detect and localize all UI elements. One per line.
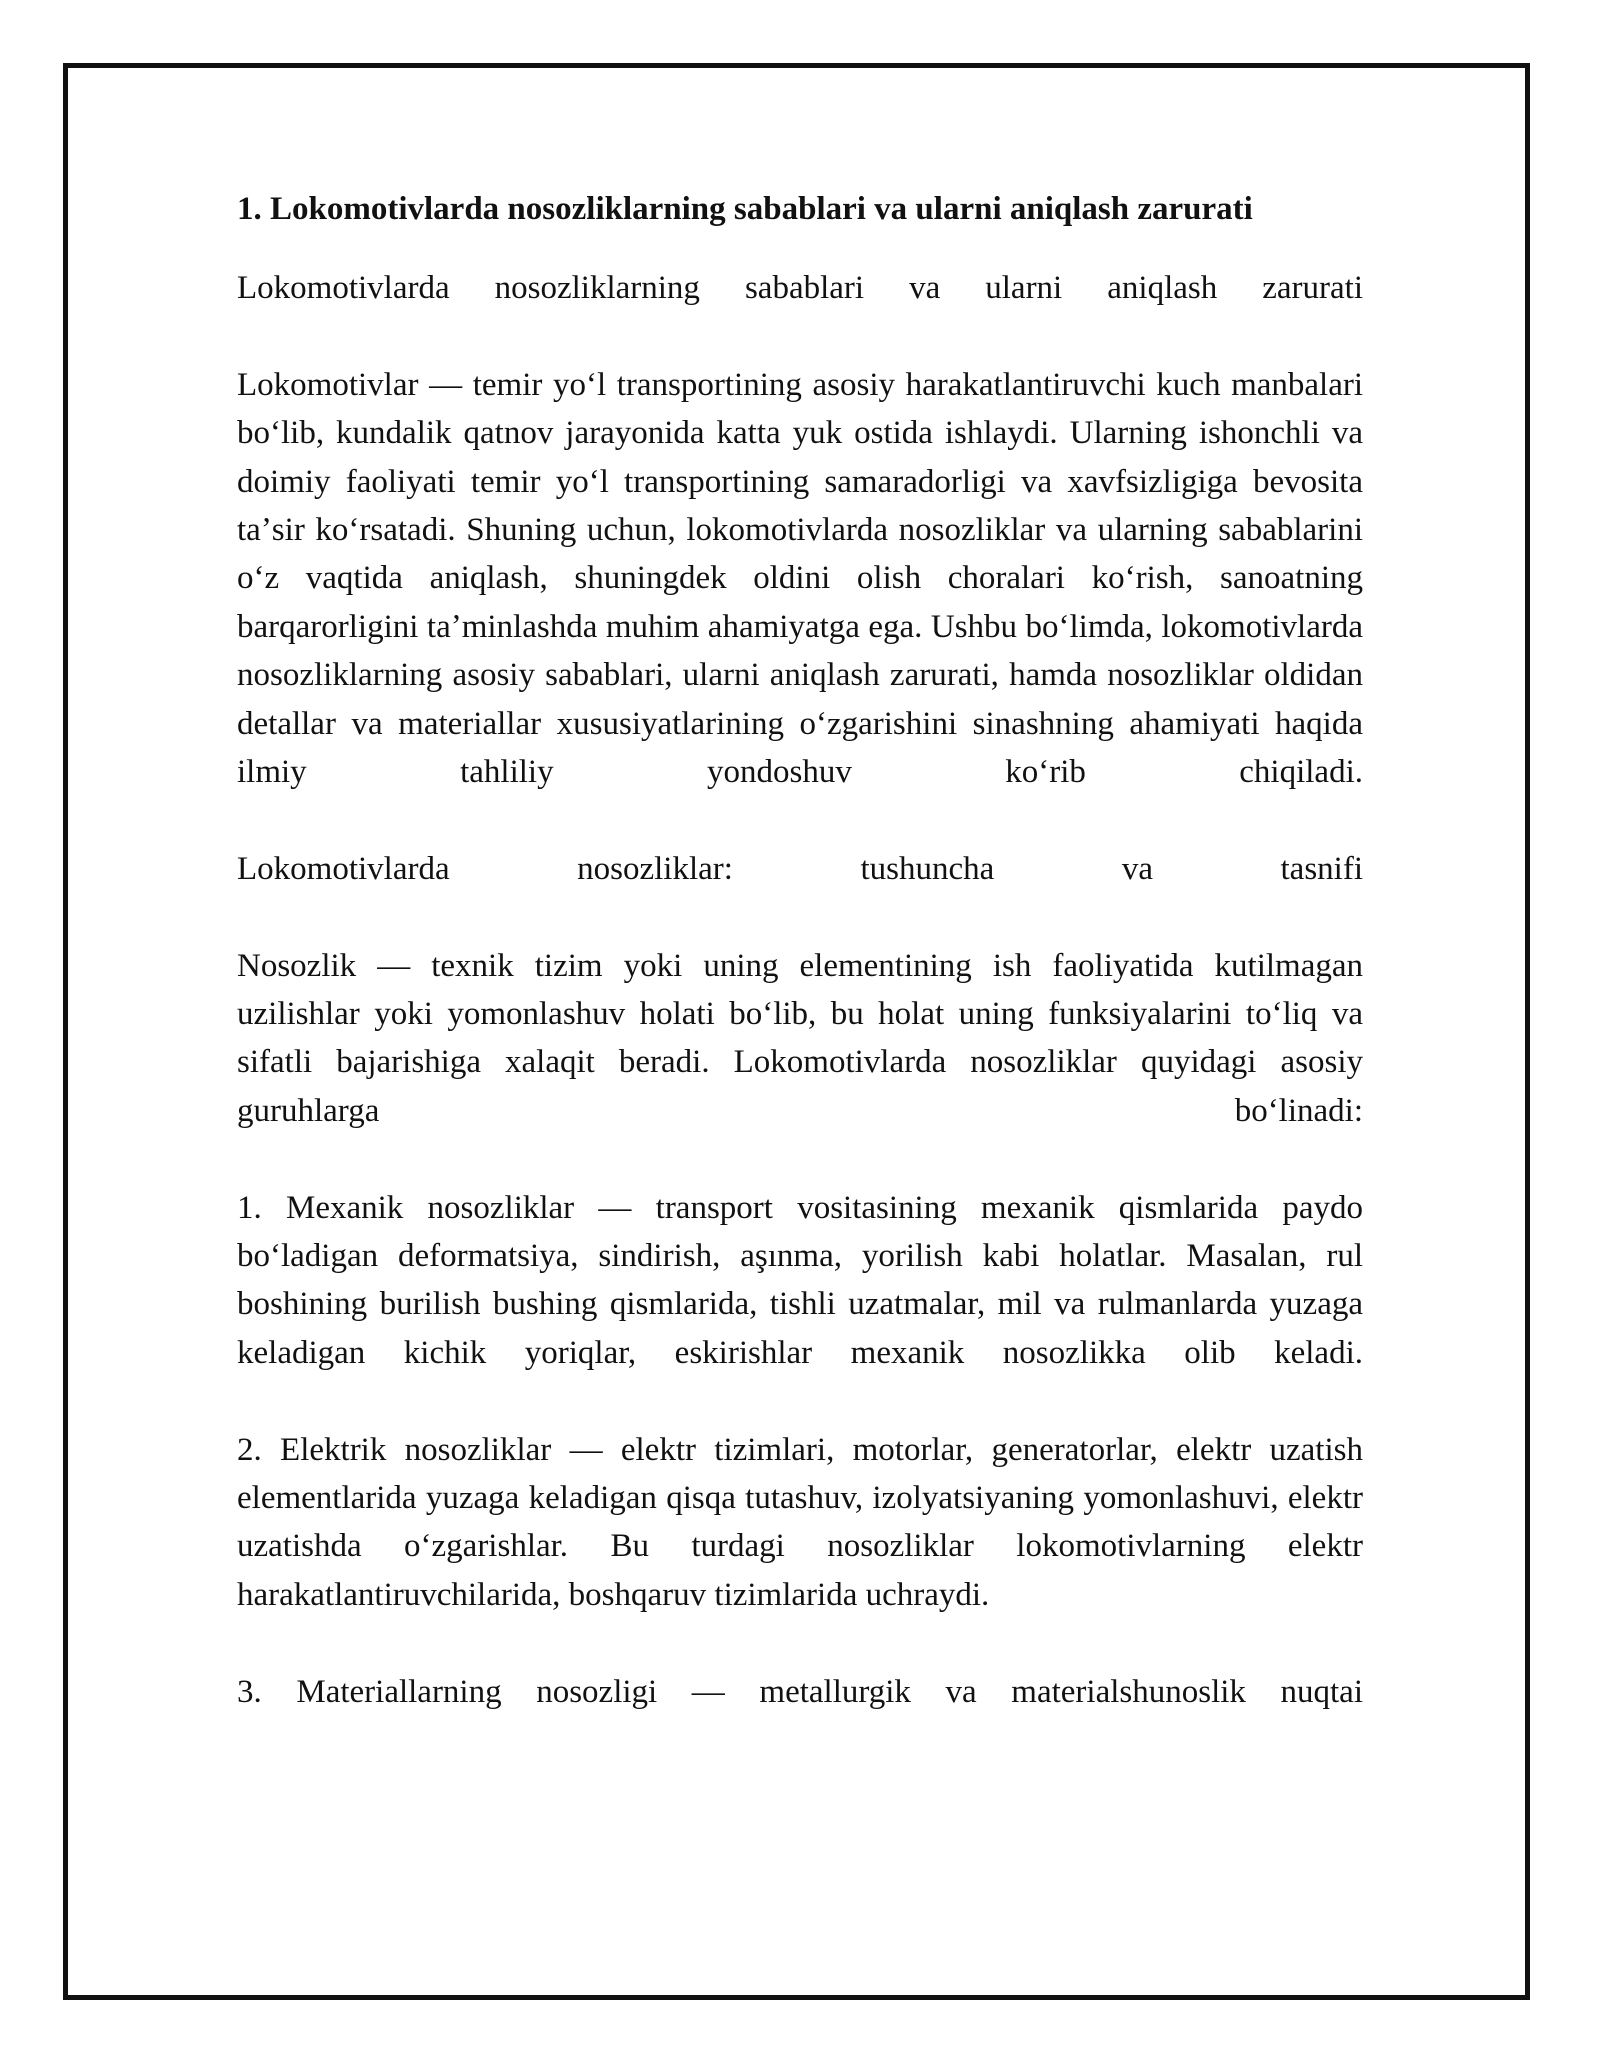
paragraph-gap	[237, 312, 1363, 360]
section-heading: 1. Lokomotivlarda nosozliklarning sabablari va ularni aniqlash zarurati	[237, 191, 1253, 227]
paragraph-gap	[237, 1377, 1363, 1425]
paragraph-gap	[237, 1135, 1363, 1183]
definition-paragraph: Nosozlik — texnik tizim yoki uning elementining ish faoliyatida kutilmagan uzilishlar yoki yomonlashuv holati boʻlib, bu holat uning funksiyalarini toʻliq va sifatli bajarishiga xalaqit beradi. Lokomotivlarda nosozliklar quyidagi asosiy guruhlarga boʻlinadi:	[237, 947, 1363, 1129]
paragraph-gap	[237, 1619, 1363, 1667]
intro-paragraph: Lokomotivlar — temir yoʻl transportining asosiy harakatlantiruvchi kuch manbalari boʻlib, kundalik qatnov jarayonida katta yuk ostida ishlaydi. Ularning ishonchli va doimiy faoliyati temir yoʻl transportining samaradorligi va xavfsizligiga bevosita taʼsir koʻrsatadi. Shuning uchun, lokomotivlarda nosozliklar va ularning sabablarini oʻz vaqtida aniqlash, shuningdek oldini olish choralari koʻrish, sanoatning barqarorligini taʼminlashda muhim ahamiyatga ega. Ushbu boʻlimda, lokomotivlarda nosozliklarning asosiy sabablari, ularni aniqlash zarurati, hamda nosozliklar oldidan detallar va materiallar xususiyatlarining oʻzgarishini sinashning ahamiyati haqida ilmiy tahliliy yondoshuv koʻrib chiqiladi.	[237, 366, 1363, 791]
list-item-electrical: 2. Elektrik nosozliklar — elektr tizimlari, motorlar, generatorlar, elektr uzatish elementlarida yuzaga keladigan qisqa tutashuv, izolyatsiyaning yomonlashuvi, elektr uzatishda oʻzgarishlar. Bu turdagi nosozliklar lokomotivlarning elektr harakatlantiruvchilarida, boshqaruv tizimlarida uchraydi.	[237, 1431, 1363, 1613]
document-body	[237, 185, 1363, 1716]
subtitle-line: Lokomotivlarda nosozliklarning sabablari va ularni aniqlash zarurati	[237, 270, 1363, 306]
section-title-line: Lokomotivlarda nosozliklar: tushuncha va tasnifi	[237, 850, 1363, 887]
list-item-mechanical: 1. Mexanik nosozliklar — transport vositasining mexanik qismlarida paydo boʻladigan deformatsiya, sindirish, aşınma, yorilish kabi holatlar. Masalan, rul boshining burilish bushing qismlarida, tishli uzatmalar, mil va rulmanlarda yuzaga keladigan kichik yoriqlar, eskirishlar mexanik nosozlikka olib keladi.	[237, 1189, 1363, 1371]
paragraph-gap	[237, 893, 1363, 941]
list-item-materials: 3. Materiallarning nosozligi — metallurgik va materialshunoslik nuqtai	[237, 1673, 1363, 1710]
paragraph-gap	[237, 796, 1363, 844]
